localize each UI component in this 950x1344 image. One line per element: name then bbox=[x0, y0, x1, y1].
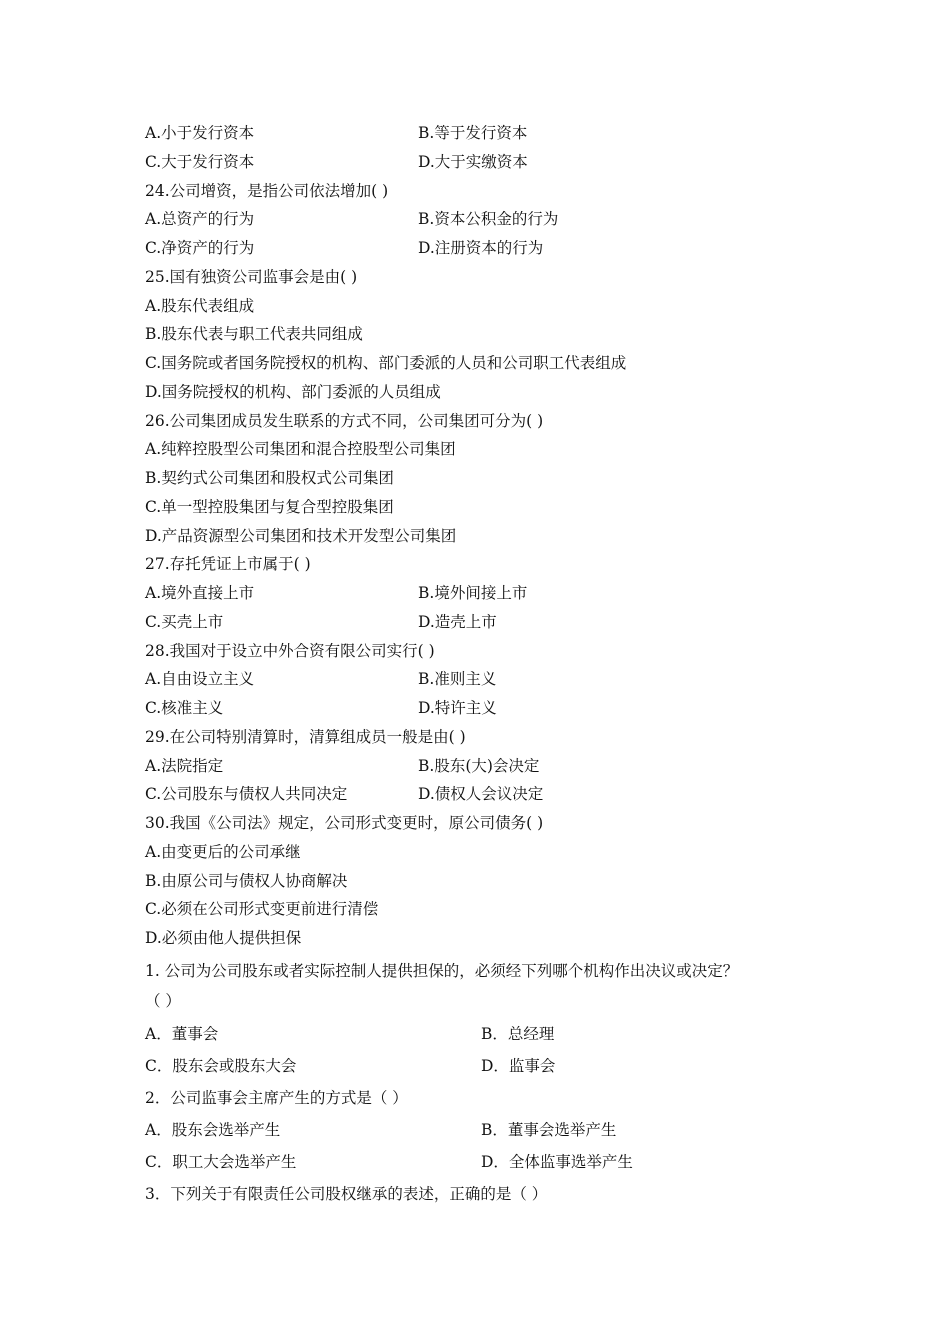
text-line bbox=[145, 267, 357, 287]
line-text: B.由原公司与债权人协商解决 bbox=[145, 871, 348, 890]
line-text: A．董事会 bbox=[145, 1025, 219, 1043]
line-text: C.大于发行资本 bbox=[145, 152, 255, 171]
text-line bbox=[145, 991, 181, 1011]
text-line bbox=[145, 1152, 633, 1172]
line-text: A.境外直接上市 bbox=[145, 584, 255, 602]
text-line bbox=[145, 468, 394, 488]
line-text: B.股东代表与职工代表共同组成 bbox=[145, 325, 363, 344]
text-line bbox=[145, 554, 311, 574]
text-line bbox=[145, 842, 301, 862]
line-text: A.纯粹控股型公司集团和混合控股型公司集团 bbox=[145, 440, 456, 459]
text-line bbox=[145, 813, 543, 833]
text-line bbox=[145, 1088, 408, 1108]
line-text: 30.我国《公司法》规定，公司形式变更时，原公司债务( ) bbox=[145, 814, 544, 832]
option-text: D．监事会 bbox=[481, 1057, 556, 1075]
option-text: D.注册资本的行为 bbox=[418, 239, 544, 257]
option-text: D.大于实缴资本 bbox=[418, 152, 528, 171]
text-line bbox=[145, 698, 497, 718]
line-text: 2．公司监事会主席产生的方式是（ ） bbox=[145, 1089, 408, 1107]
line-text: A.自由设立主义 bbox=[145, 670, 255, 689]
line-text: C.核准主义 bbox=[145, 699, 224, 717]
option-text: B．董事会选举产生 bbox=[481, 1121, 617, 1139]
text-line bbox=[145, 727, 466, 747]
text-line bbox=[145, 439, 456, 459]
line-text: C.必须在公司形式变更前进行清偿 bbox=[145, 900, 379, 919]
text-line bbox=[145, 1120, 617, 1140]
option-text: B．总经理 bbox=[481, 1025, 555, 1043]
line-text: D.产品资源型公司集团和技术开发型公司集团 bbox=[145, 526, 457, 545]
line-text: 24.公司增资，是指公司依法增加( ) bbox=[145, 181, 389, 200]
text-line bbox=[145, 209, 559, 229]
line-text: 1. 公司为公司股东或者实际控制人提供担保的，必须经下列哪个机构作出决议或决定？ bbox=[145, 962, 739, 980]
line-text: C.净资产的行为 bbox=[145, 239, 255, 257]
option-text: B.境外间接上市 bbox=[418, 584, 528, 602]
text-line bbox=[145, 669, 497, 689]
text-line bbox=[145, 296, 254, 316]
line-text: C．股东会或股东大会 bbox=[145, 1057, 297, 1075]
text-line bbox=[145, 928, 301, 948]
text-line bbox=[145, 1184, 547, 1204]
line-text: B.契约式公司集团和股权式公司集团 bbox=[145, 469, 394, 487]
option-text: B.等于发行资本 bbox=[418, 124, 528, 142]
line-text: 26.公司集团成员发生联系的方式不同，公司集团可分为( ) bbox=[145, 411, 544, 430]
line-text: C.公司股东与债权人共同决定 bbox=[145, 785, 348, 804]
text-line bbox=[145, 583, 528, 603]
line-text: A.总资产的行为 bbox=[145, 210, 255, 229]
line-text: C.国务院或者国务院授权的机构、部门委派的人员和公司职工代表组成 bbox=[145, 354, 627, 372]
line-text: C.买壳上市 bbox=[145, 612, 224, 631]
text-line bbox=[145, 411, 543, 431]
line-text: 27.存托凭证上市属于( ) bbox=[145, 555, 311, 574]
text-line bbox=[145, 181, 388, 201]
option-text: B.股东(大)会决定 bbox=[418, 756, 540, 775]
line-text: A．股东会选举产生 bbox=[145, 1121, 281, 1139]
option-text: B.资本公积金的行为 bbox=[418, 210, 559, 229]
line-text: D.必须由他人提供担保 bbox=[145, 929, 302, 947]
text-line bbox=[145, 641, 435, 661]
line-text: A.股东代表组成 bbox=[145, 296, 255, 315]
option-text: D．全体监事选举产生 bbox=[481, 1153, 633, 1171]
text-line bbox=[145, 382, 441, 402]
text-line bbox=[145, 899, 378, 919]
line-text: 25.国有独资公司监事会是由( ) bbox=[145, 267, 358, 286]
text-line bbox=[145, 784, 544, 804]
text-line bbox=[145, 871, 347, 891]
option-text: B.准则主义 bbox=[418, 670, 497, 689]
line-text: C．职工大会选举产生 bbox=[145, 1153, 297, 1171]
line-text: 29.在公司特别清算时，清算组成员一般是由( ) bbox=[145, 727, 466, 746]
line-text: 28.我国对于设立中外合资有限公司实行( ) bbox=[145, 641, 435, 660]
option-text: D.特许主义 bbox=[418, 699, 497, 717]
line-text: 3．下列关于有限责任公司股权继承的表述，正确的是（ ） bbox=[145, 1185, 548, 1203]
text-line bbox=[145, 612, 497, 632]
line-text: A.由变更后的公司承继 bbox=[145, 842, 301, 861]
option-text: D.债权人会议决定 bbox=[418, 785, 544, 804]
text-line bbox=[145, 353, 626, 373]
line-text: C.单一型控股集团与复合型控股集团 bbox=[145, 497, 394, 516]
text-line bbox=[145, 324, 363, 344]
text-line bbox=[145, 756, 540, 776]
option-text: D.造壳上市 bbox=[418, 612, 497, 631]
text-line bbox=[145, 526, 456, 546]
line-text: （ ） bbox=[145, 992, 181, 1010]
text-line bbox=[145, 123, 528, 143]
text-line bbox=[145, 1024, 555, 1044]
line-text: A.法院指定 bbox=[145, 756, 224, 775]
text-line bbox=[145, 1056, 556, 1076]
text-line bbox=[145, 961, 738, 981]
text-line bbox=[145, 152, 528, 172]
text-line bbox=[145, 497, 394, 517]
text-line bbox=[145, 238, 544, 258]
line-text: A.小于发行资本 bbox=[145, 124, 255, 142]
line-text: D.国务院授权的机构、部门委派的人员组成 bbox=[145, 382, 441, 401]
